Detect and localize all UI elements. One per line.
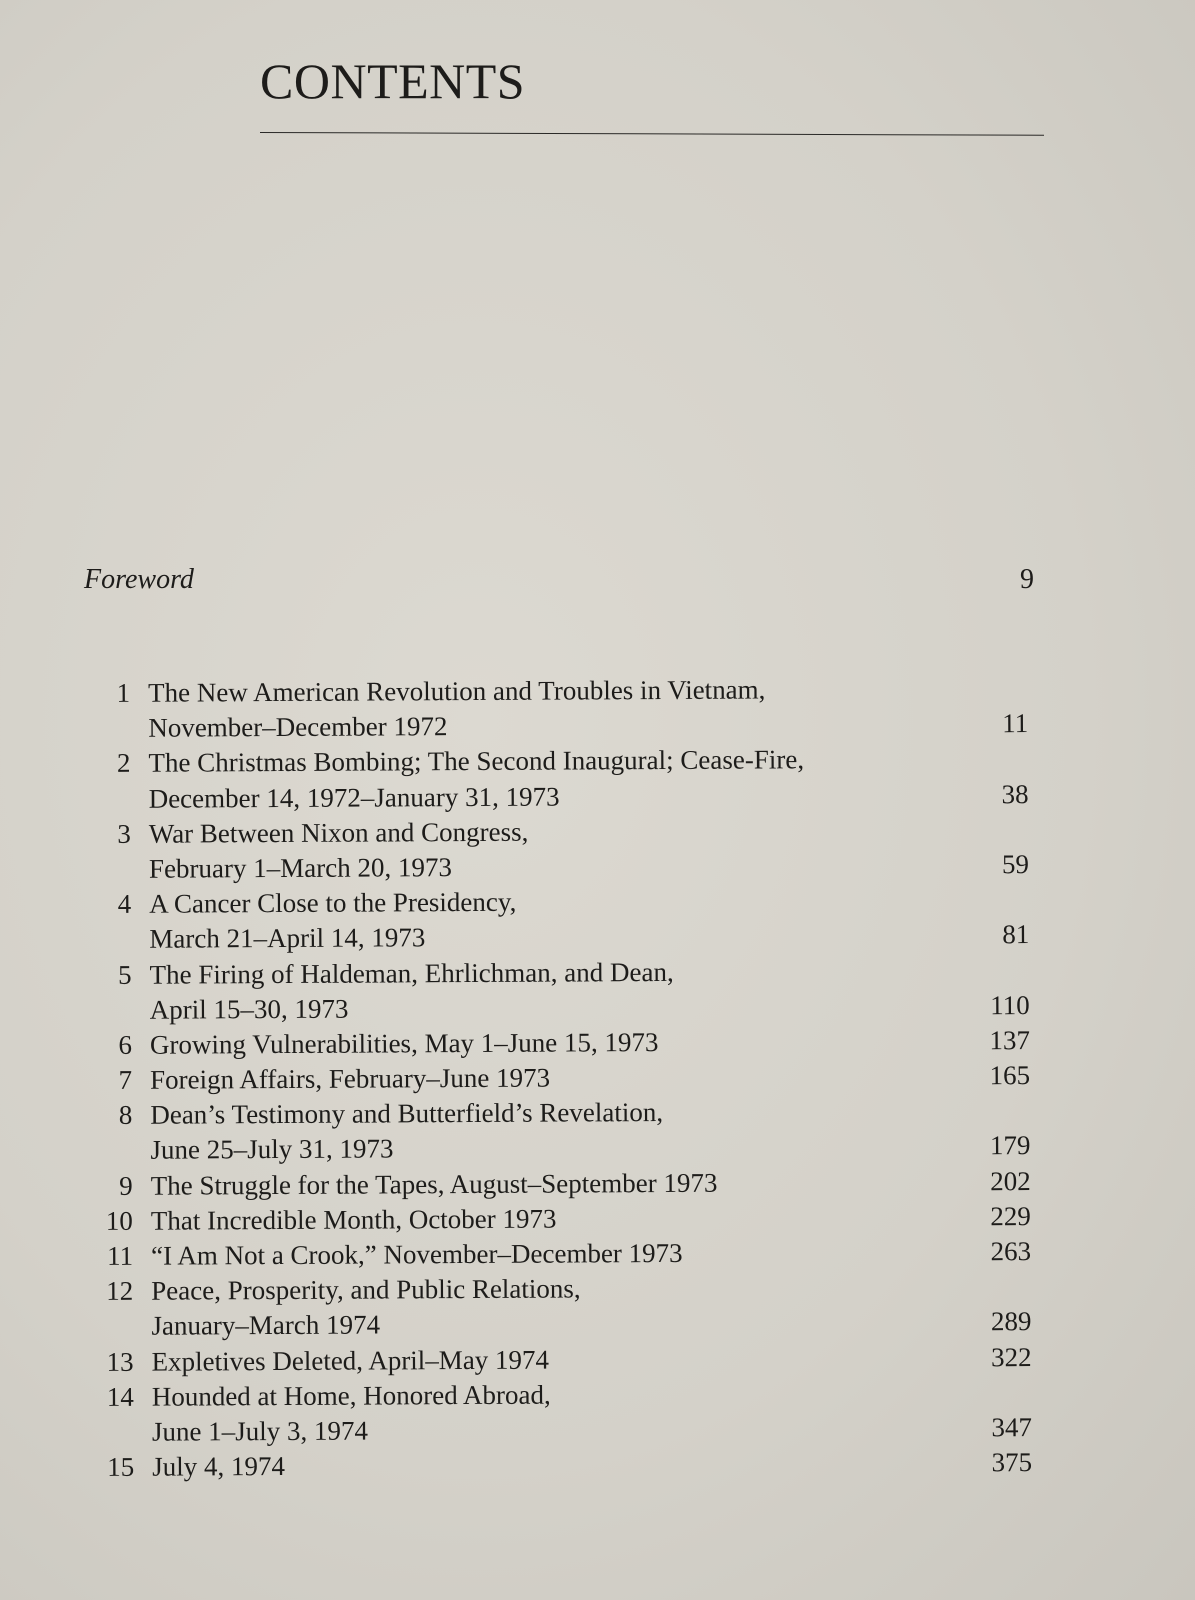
chapter-number: 8 bbox=[118, 1100, 133, 1131]
chapter-page: 179 bbox=[989, 1130, 1031, 1161]
chapter-title: Foreign Affairs, February–June 1973 bbox=[150, 1062, 551, 1095]
foreword-page: 9 bbox=[1020, 564, 1034, 595]
chapter-number: 10 bbox=[105, 1205, 133, 1236]
foreword-entry bbox=[84, 564, 1034, 596]
toc-entry-line bbox=[94, 1445, 1032, 1485]
chapter-number: 13 bbox=[106, 1346, 134, 1377]
chapter-number: 9 bbox=[119, 1170, 133, 1201]
chapter-page: 322 bbox=[990, 1341, 1032, 1372]
chapter-page: 11 bbox=[1002, 708, 1029, 739]
title-divider bbox=[260, 132, 1044, 136]
chapter-title: February 1–March 20, 1973 bbox=[148, 852, 453, 884]
toc-entry-line bbox=[92, 1023, 1030, 1063]
toc-entry-line bbox=[92, 1129, 1030, 1169]
chapter-title: War Between Nixon and Congress, bbox=[148, 816, 529, 849]
chapter-number: 2 bbox=[116, 748, 131, 779]
chapter-title: The New American Revolution and Troubles in Vietnam, bbox=[148, 674, 766, 708]
chapter-page: 137 bbox=[989, 1024, 1030, 1056]
chapter-title: January–March 1974 bbox=[151, 1309, 381, 1342]
chapter-page: 38 bbox=[1001, 778, 1029, 809]
chapter-page: 289 bbox=[990, 1306, 1032, 1337]
chapter-title: Hounded at Home, Honored Abroad, bbox=[151, 1379, 551, 1412]
chapter-number: 4 bbox=[117, 888, 132, 919]
chapter-title: July 4, 1974 bbox=[152, 1451, 285, 1482]
chapter-title: Peace, Prosperity, and Public Relations, bbox=[151, 1273, 581, 1306]
page-title: CONTENTS bbox=[260, 53, 526, 109]
chapter-title: June 1–July 3, 1974 bbox=[151, 1415, 369, 1447]
chapter-number: 14 bbox=[106, 1381, 134, 1412]
chapter-title: That Incredible Month, October 1973 bbox=[150, 1203, 557, 1236]
foreword-label: Foreword bbox=[84, 564, 194, 595]
toc-entry-line bbox=[91, 777, 1029, 817]
toc-entry-line bbox=[93, 1164, 1031, 1204]
chapter-page: 81 bbox=[1002, 919, 1030, 950]
chapter-number: 11 bbox=[106, 1240, 134, 1271]
toc-entry-line bbox=[94, 1340, 1032, 1380]
chapter-number: 7 bbox=[118, 1064, 133, 1095]
toc-entry-line bbox=[92, 988, 1030, 1028]
toc-entry-line bbox=[90, 741, 1028, 781]
chapter-number: 12 bbox=[106, 1275, 134, 1307]
toc-entry-line bbox=[94, 1410, 1032, 1450]
toc-entry-line bbox=[92, 1058, 1030, 1098]
toc-entry-line bbox=[93, 1269, 1031, 1309]
toc-entry-line bbox=[91, 953, 1029, 993]
table-of-contents bbox=[90, 671, 1032, 1485]
toc-entry-line bbox=[91, 882, 1029, 922]
chapter-title: Expletives Deleted, April–May 1974 bbox=[151, 1344, 550, 1377]
chapter-number: 5 bbox=[117, 959, 132, 990]
toc-entry-line bbox=[91, 847, 1029, 887]
toc-entry-line bbox=[91, 917, 1029, 957]
chapter-title: The Christmas Bombing; The Second Inaugural; Cease-Fire, bbox=[148, 744, 805, 779]
chapter-title: The Struggle for the Tapes, August–September 1973 bbox=[150, 1167, 718, 1201]
chapter-page: 59 bbox=[1001, 849, 1030, 880]
chapter-title: Growing Vulnerabilities, May 1–June 15, 1973 bbox=[149, 1026, 659, 1060]
chapter-title: December 14, 1972–January 31, 1973 bbox=[148, 781, 560, 814]
chapter-page: 110 bbox=[990, 989, 1030, 1020]
toc-entry-line bbox=[93, 1304, 1031, 1344]
chapter-number: 1 bbox=[116, 677, 131, 708]
chapter-page: 375 bbox=[991, 1447, 1033, 1478]
toc-entry-line bbox=[94, 1375, 1032, 1415]
toc-entry-line bbox=[91, 812, 1029, 852]
chapter-page: 229 bbox=[990, 1200, 1031, 1232]
chapter-title: “I Am Not a Crook,” November–December 1973 bbox=[150, 1237, 683, 1271]
toc-entry-line bbox=[90, 706, 1028, 746]
chapter-page: 165 bbox=[989, 1060, 1031, 1091]
chapter-title: November–December 1972 bbox=[148, 711, 448, 743]
chapter-title: The Firing of Haldeman, Ehrlichman, and Dean, bbox=[149, 956, 674, 990]
toc-entry-line bbox=[90, 671, 1028, 711]
chapter-page: 202 bbox=[990, 1165, 1031, 1196]
chapter-title: March 21–April 14, 1973 bbox=[149, 922, 426, 955]
chapter-title: June 25–July 31, 1973 bbox=[150, 1133, 394, 1166]
toc-entry-line bbox=[93, 1234, 1031, 1274]
chapter-title: April 15–30, 1973 bbox=[149, 993, 349, 1025]
chapter-title: Dean’s Testimony and Butterfield’s Revelation, bbox=[150, 1097, 664, 1130]
chapter-number: 6 bbox=[118, 1029, 133, 1060]
toc-entry-line bbox=[93, 1199, 1031, 1239]
chapter-page: 347 bbox=[991, 1412, 1033, 1443]
chapter-title: A Cancer Close to the Presidency, bbox=[149, 886, 517, 919]
toc-entry-line bbox=[92, 1093, 1030, 1133]
chapter-page: 263 bbox=[990, 1236, 1032, 1267]
chapter-number: 3 bbox=[117, 818, 131, 849]
chapter-number: 15 bbox=[107, 1451, 135, 1483]
